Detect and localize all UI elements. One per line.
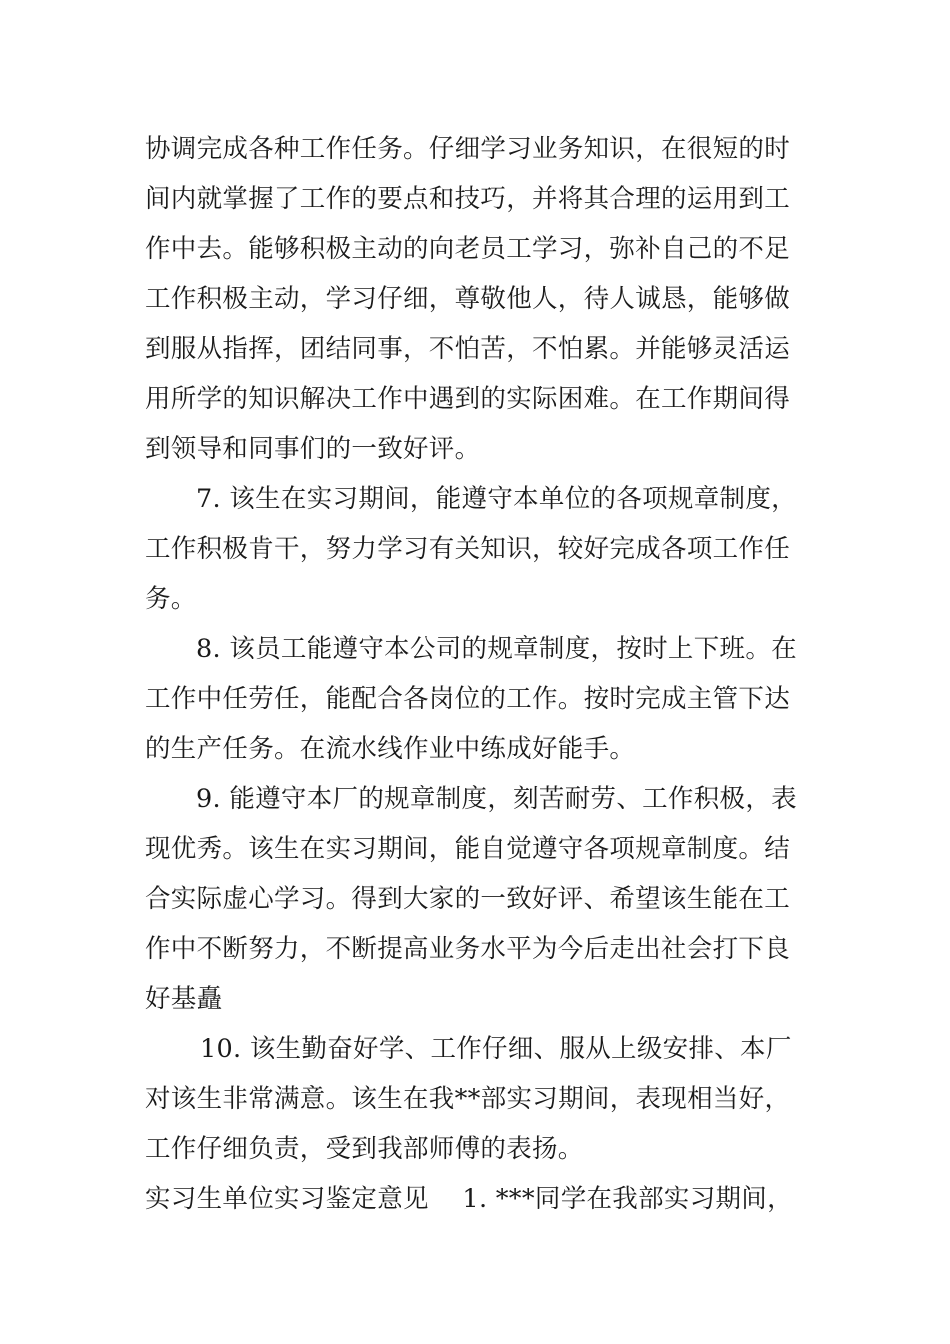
text-line: 好基矗: [145, 984, 223, 1014]
item-9-line: 9. 能遵守本厂的规章制度，刻苦耐劳、工作积极，表: [196, 784, 797, 814]
section-heading-line: 实习生单位实习鉴定意见 1. ***同学在我部实习期间，: [145, 1184, 793, 1214]
item-10-line: 10. 该生勤奋好学、工作仔细、服从上级安排、本厂: [200, 1034, 792, 1064]
text-line: 合实际虚心学习。得到大家的一致好评、希望该生能在工: [145, 884, 791, 914]
text-line: 现优秀。该生在实习期间，能自觉遵守各项规章制度。结: [145, 834, 791, 864]
text-line: 协调完成各种工作任务。仔细学习业务知识，在很短的时: [145, 134, 791, 164]
text-line: 作中不断努力，不断提高业务水平为今后走出社会打下良: [145, 934, 791, 964]
text-line: 间内就掌握了工作的要点和技巧，并将其合理的运用到工: [145, 184, 791, 214]
text-line: 的生产任务。在流水线作业中练成好能手。: [145, 734, 636, 764]
text-line: 工作积极主动，学习仔细，尊敬他人，待人诚恳，能够做: [145, 284, 791, 314]
text-line: 对该生非常满意。该生在我**部实习期间，表现相当好，: [145, 1084, 791, 1114]
text-line: 务。: [145, 584, 197, 614]
text-line: 工作积极肯干，努力学习有关知识，较好完成各项工作任: [145, 534, 791, 564]
text-line: 用所学的知识解决工作中遇到的实际困难。在工作期间得: [145, 384, 791, 414]
text-line: 工作仔细负责，受到我部师傅的表扬。: [145, 1134, 584, 1164]
text-line: 作中去。能够积极主动的向老员工学习，弥补自己的不足: [145, 234, 791, 264]
item-7-line: 7. 该生在实习期间，能遵守本单位的各项规章制度，: [196, 484, 797, 514]
item-8-line: 8. 该员工能遵守本公司的规章制度，按时上下班。在: [196, 634, 797, 664]
text-line: 到领导和同事们的一致好评。: [145, 434, 481, 464]
text-line: 到服从指挥，团结同事，不怕苦，不怕累。并能够灵活运: [145, 334, 791, 364]
text-line: 工作中任劳任，能配合各岗位的工作。按时完成主管下达: [145, 684, 791, 714]
